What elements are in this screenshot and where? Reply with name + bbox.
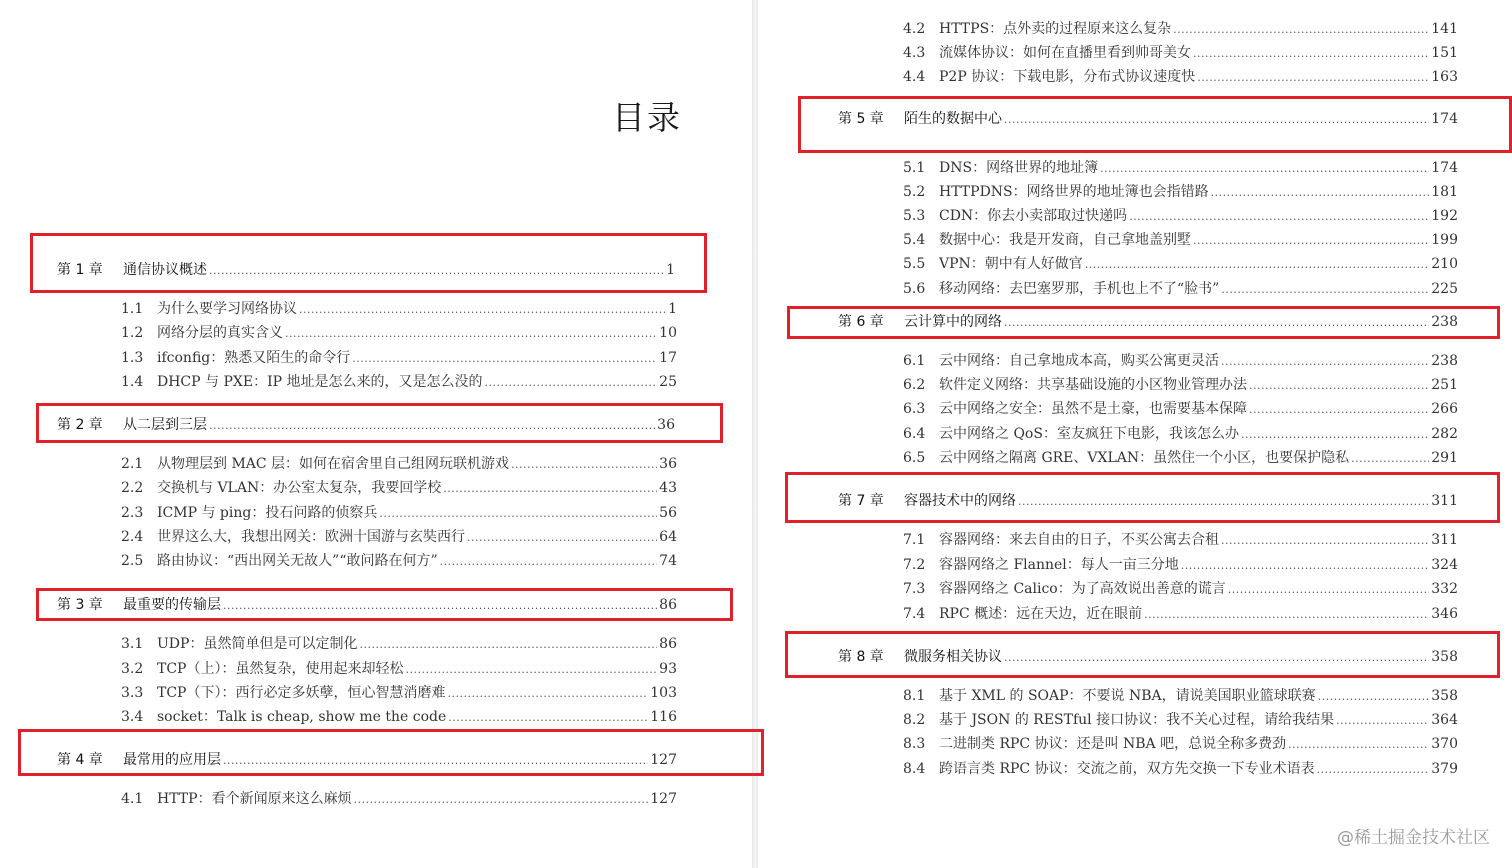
page-number: 346 xyxy=(1431,606,1458,622)
entry-title: 通信协议概述 xyxy=(123,262,207,278)
section-entry xyxy=(121,706,677,726)
watermark: @稀土掘金技术社区 xyxy=(1337,828,1490,848)
page-number: 199 xyxy=(1431,232,1458,248)
page-number: 364 xyxy=(1431,712,1458,728)
entry-number: 8.3 xyxy=(903,736,926,752)
section-entry xyxy=(903,374,1458,394)
entry-title: VPN：朝中有人好做官 xyxy=(939,256,1083,272)
section-entry xyxy=(121,682,677,702)
entry-number: 7.3 xyxy=(903,581,926,597)
entry-number: 1.1 xyxy=(121,301,144,317)
entry-number: 6.4 xyxy=(903,426,926,442)
dot-leader xyxy=(1085,258,1429,271)
dot-leader xyxy=(1336,714,1429,727)
entry-number: 8.4 xyxy=(903,761,926,777)
dot-leader xyxy=(1181,559,1429,572)
section-entry xyxy=(903,42,1458,62)
entry-number: 8.2 xyxy=(903,712,926,728)
page-number: 379 xyxy=(1431,761,1458,777)
page-number: 1 xyxy=(668,301,677,317)
dot-leader xyxy=(448,711,648,724)
page-number: 332 xyxy=(1431,581,1458,597)
entry-title: 云中网络之 QoS：室友疯狂下电影，我该怎么办 xyxy=(939,426,1239,442)
dot-leader xyxy=(359,638,657,651)
chapter-highlight-box xyxy=(785,472,1500,523)
section-entry xyxy=(121,298,677,318)
dot-leader xyxy=(1221,355,1429,368)
entry-number: 5.4 xyxy=(903,232,926,248)
entry-number: 7.2 xyxy=(903,557,926,573)
page-number: 127 xyxy=(650,752,677,768)
entry-title: HTTP：看个新闻原来这么麻烦 xyxy=(157,791,352,807)
dot-leader xyxy=(1228,583,1430,596)
section-entry xyxy=(903,181,1458,201)
chapter-highlight-box xyxy=(787,306,1500,339)
entry-title: HTTPS：点外卖的过程原来这么复杂 xyxy=(939,21,1172,37)
dot-leader xyxy=(511,458,657,471)
page-number: 358 xyxy=(1431,688,1458,704)
section-entry xyxy=(903,733,1458,753)
section-entry xyxy=(121,347,677,367)
dot-leader xyxy=(354,793,649,806)
page-number: 311 xyxy=(1431,493,1458,509)
entry-title: 从物理层到 MAC 层：如何在宿舍里自己组网玩联机游戏 xyxy=(157,456,510,472)
entry-number: 3.4 xyxy=(121,709,144,725)
entry-title: 数据中心：我是开发商，自己拿地盖别墅 xyxy=(939,232,1191,248)
entry-number: 6.2 xyxy=(903,377,926,393)
entry-title: socket：Talk is cheap, show me the code xyxy=(157,709,447,725)
section-entry xyxy=(903,253,1458,273)
entry-number: 2.5 xyxy=(121,553,144,569)
entry-number: 6.1 xyxy=(903,353,926,369)
section-entry xyxy=(903,157,1458,177)
entry-number: 第 2 章 xyxy=(57,417,103,433)
section-entry xyxy=(903,758,1458,778)
section-entry xyxy=(121,788,677,808)
dot-leader xyxy=(484,376,657,389)
section-entry xyxy=(121,477,677,497)
page-number: 86 xyxy=(659,636,677,652)
section-entry xyxy=(903,529,1458,549)
dot-leader xyxy=(1173,23,1429,36)
page-number: 225 xyxy=(1431,281,1458,297)
entry-title: ICMP 与 ping：投石问路的侦察兵 xyxy=(157,505,378,521)
dot-leader xyxy=(1249,403,1429,416)
entry-number: 5.3 xyxy=(903,208,926,224)
entry-title: 云中网络：自己拿地成本高，购买公寓更灵活 xyxy=(939,353,1219,369)
entry-title: 网络分层的真实含义 xyxy=(157,325,283,341)
section-entry xyxy=(903,205,1458,225)
page-number: 181 xyxy=(1431,184,1458,200)
chapter-highlight-box xyxy=(798,96,1512,153)
dot-leader xyxy=(1197,71,1429,84)
page-number: 238 xyxy=(1431,353,1458,369)
entry-number: 第 1 章 xyxy=(57,262,103,278)
entry-number: 2.1 xyxy=(121,456,144,472)
section-entry xyxy=(903,603,1458,623)
section-entry xyxy=(121,550,677,570)
entry-number: 5.5 xyxy=(903,256,926,272)
section-entry xyxy=(121,526,677,546)
entry-title: P2P 协议：下载电影，分布式协议速度快 xyxy=(939,69,1196,85)
section-entry xyxy=(903,685,1458,705)
dot-leader xyxy=(1193,47,1429,60)
page-number: 151 xyxy=(1431,45,1458,61)
section-entry xyxy=(903,554,1458,574)
section-entry xyxy=(903,709,1458,729)
entry-title: 移动网络：去巴塞罗那，手机也上不了“脸书” xyxy=(939,281,1220,297)
toc-title: 目录 xyxy=(612,98,682,137)
entry-title: UDP：虽然简单但是可以定制化 xyxy=(157,636,358,652)
dot-leader xyxy=(1317,763,1430,776)
entry-number: 第 5 章 xyxy=(838,111,884,127)
page-number: 324 xyxy=(1431,557,1458,573)
dot-leader xyxy=(1249,379,1429,392)
entry-title: 最重要的传输层 xyxy=(123,597,221,613)
entry-number: 7.1 xyxy=(903,532,926,548)
page-number: 251 xyxy=(1431,377,1458,393)
dot-leader xyxy=(1144,608,1429,621)
entry-number: 1.3 xyxy=(121,350,144,366)
section-entry xyxy=(903,398,1458,418)
entry-title: 路由协议：“西出网关无故人”“敢问路在何方” xyxy=(157,553,438,569)
dot-leader xyxy=(447,687,648,700)
entry-number: 1.2 xyxy=(121,325,144,341)
page-number: 56 xyxy=(659,505,677,521)
entry-title: 陌生的数据中心 xyxy=(904,111,1002,127)
page-number: 370 xyxy=(1431,736,1458,752)
page-number: 192 xyxy=(1431,208,1458,224)
section-entry xyxy=(121,453,677,473)
dot-leader xyxy=(1221,534,1429,547)
section-entry xyxy=(121,633,677,653)
entry-title: ifconfig：熟悉又陌生的命令行 xyxy=(157,350,351,366)
entry-number: 第 8 章 xyxy=(838,649,884,665)
entry-title: 容器技术中的网络 xyxy=(904,493,1016,509)
entry-title: 基于 XML 的 SOAP：不要说 NBA，请说美国职业篮球联赛 xyxy=(939,688,1316,704)
entry-number: 6.3 xyxy=(903,401,926,417)
entry-title: 软件定义网络：共享基础设施的小区物业管理办法 xyxy=(939,377,1247,393)
section-entry xyxy=(903,278,1458,298)
page-number: 25 xyxy=(659,374,677,390)
page-number: 311 xyxy=(1431,532,1458,548)
page-number: 238 xyxy=(1431,314,1458,330)
entry-number: 3.3 xyxy=(121,685,144,701)
page-number: 266 xyxy=(1431,401,1458,417)
entry-title: 跨语言类 RPC 协议：交流之前，双方先交换一下专业术语表 xyxy=(939,761,1315,777)
dot-leader xyxy=(1241,428,1429,441)
chapter-highlight-box xyxy=(18,729,764,776)
page-number: 36 xyxy=(659,456,677,472)
dot-leader xyxy=(352,352,657,365)
page-number: 36 xyxy=(657,417,675,433)
entry-number: 第 7 章 xyxy=(838,493,884,509)
entry-title: CDN：你去小卖部取过快递吗 xyxy=(939,208,1128,224)
entry-number: 第 3 章 xyxy=(57,597,103,613)
page-number: 358 xyxy=(1431,649,1458,665)
page-number: 174 xyxy=(1431,111,1458,127)
entry-title: 为什么要学习网络协议 xyxy=(157,301,297,317)
entry-title: 容器网络之 Flannel：每人一亩三分地 xyxy=(939,557,1179,573)
dot-leader xyxy=(443,482,657,495)
section-entry xyxy=(121,322,677,342)
section-entry xyxy=(121,371,677,391)
page-number: 17 xyxy=(659,350,677,366)
dot-leader xyxy=(285,327,657,340)
entry-number: 7.4 xyxy=(903,606,926,622)
entry-title: 微服务相关协议 xyxy=(904,649,1002,665)
page-number: 291 xyxy=(1431,450,1458,466)
dot-leader xyxy=(1100,162,1429,175)
page-number: 141 xyxy=(1431,21,1458,37)
entry-title: 云中网络之安全：虽然不是土豪，也需要基本保障 xyxy=(939,401,1247,417)
entry-title: 世界这么大，我想出网关：欧洲十国游与玄奘西行 xyxy=(157,529,465,545)
section-entry xyxy=(121,658,677,678)
entry-number: 3.2 xyxy=(121,661,144,677)
dot-leader xyxy=(1318,690,1430,703)
page-number: 103 xyxy=(650,685,677,701)
section-entry xyxy=(903,66,1458,86)
entry-title: 从二层到三层 xyxy=(123,417,207,433)
entry-number: 6.5 xyxy=(903,450,926,466)
dot-leader xyxy=(1288,738,1429,751)
section-entry xyxy=(903,447,1458,467)
entry-title: DHCP 与 PXE：IP 地址是怎么来的，又是怎么没的 xyxy=(157,374,483,390)
page-number: 174 xyxy=(1431,160,1458,176)
entry-title: 云中网络之隔离 GRE、VXLAN：虽然住一个小区，也要保护隐私 xyxy=(939,450,1350,466)
entry-title: HTTPDNS：网络世界的地址簿也会指错路 xyxy=(939,184,1209,200)
entry-title: RPC 概述：远在天边，近在眼前 xyxy=(939,606,1143,622)
page-number: 127 xyxy=(650,791,677,807)
dot-leader xyxy=(440,555,658,568)
entry-number: 2.3 xyxy=(121,505,144,521)
entry-title: 流媒体协议：如何在直播里看到帅哥美女 xyxy=(939,45,1191,61)
entry-title: 最常用的应用层 xyxy=(123,752,221,768)
page-number: 93 xyxy=(659,661,677,677)
entry-number: 4.3 xyxy=(903,45,926,61)
entry-title: 云计算中的网络 xyxy=(904,314,1002,330)
page-number: 10 xyxy=(659,325,677,341)
entry-number: 4.1 xyxy=(121,791,144,807)
entry-number: 5.2 xyxy=(903,184,926,200)
page-number: 74 xyxy=(659,553,677,569)
chapter-highlight-box xyxy=(36,403,723,443)
section-entry xyxy=(903,18,1458,38)
chapter-highlight-box xyxy=(785,631,1500,678)
section-entry xyxy=(903,350,1458,370)
entry-number: 4.2 xyxy=(903,21,926,37)
entry-number: 第 4 章 xyxy=(57,752,103,768)
section-entry xyxy=(903,229,1458,249)
entry-number: 3.1 xyxy=(121,636,144,652)
page-number: 210 xyxy=(1431,256,1458,272)
page-number: 116 xyxy=(650,709,677,725)
entry-title: 容器网络：来去自由的日子，不买公寓去合租 xyxy=(939,532,1219,548)
section-entry xyxy=(903,423,1458,443)
entry-title: 交换机与 VLAN：办公室太复杂，我要回学校 xyxy=(157,480,442,496)
entry-title: 容器网络之 Calico：为了高效说出善意的谎言 xyxy=(939,581,1226,597)
dot-leader xyxy=(1129,210,1429,223)
dot-leader xyxy=(467,531,657,544)
dot-leader xyxy=(1211,186,1430,199)
entry-number: 8.1 xyxy=(903,688,926,704)
dot-leader xyxy=(1193,234,1429,247)
page-number: 282 xyxy=(1431,426,1458,442)
page-number: 43 xyxy=(659,480,677,496)
entry-title: TCP（下）：西行必定多妖孽，恒心智慧消磨难 xyxy=(157,685,446,701)
entry-number: 2.4 xyxy=(121,529,144,545)
entry-title: TCP（上）：虽然复杂，使用起来却轻松 xyxy=(157,661,404,677)
dot-leader xyxy=(405,663,657,676)
page-number: 163 xyxy=(1431,69,1458,85)
dot-leader xyxy=(1351,452,1429,465)
entry-number: 第 6 章 xyxy=(838,314,884,330)
page-number: 1 xyxy=(666,262,675,278)
entry-title: DNS：网络世界的地址簿 xyxy=(939,160,1099,176)
section-entry xyxy=(121,502,677,522)
dot-leader xyxy=(379,507,657,520)
chapter-highlight-box xyxy=(36,588,733,621)
page-number: 64 xyxy=(659,529,677,545)
entry-title: 基于 JSON 的 RESTful 接口协议：我不关心过程，请给我结果 xyxy=(939,712,1335,728)
page-number: 86 xyxy=(659,597,677,613)
entry-title: 二进制类 RPC 协议：还是叫 NBA 吧，总说全称多费劲 xyxy=(939,736,1287,752)
entry-number: 5.6 xyxy=(903,281,926,297)
chapter-highlight-box xyxy=(30,233,707,293)
dot-leader xyxy=(1221,283,1429,296)
entry-number: 5.1 xyxy=(903,160,926,176)
dot-leader xyxy=(299,303,666,316)
section-entry xyxy=(903,578,1458,598)
entry-number: 2.2 xyxy=(121,480,144,496)
entry-number: 4.4 xyxy=(903,69,926,85)
entry-number: 1.4 xyxy=(121,374,144,390)
